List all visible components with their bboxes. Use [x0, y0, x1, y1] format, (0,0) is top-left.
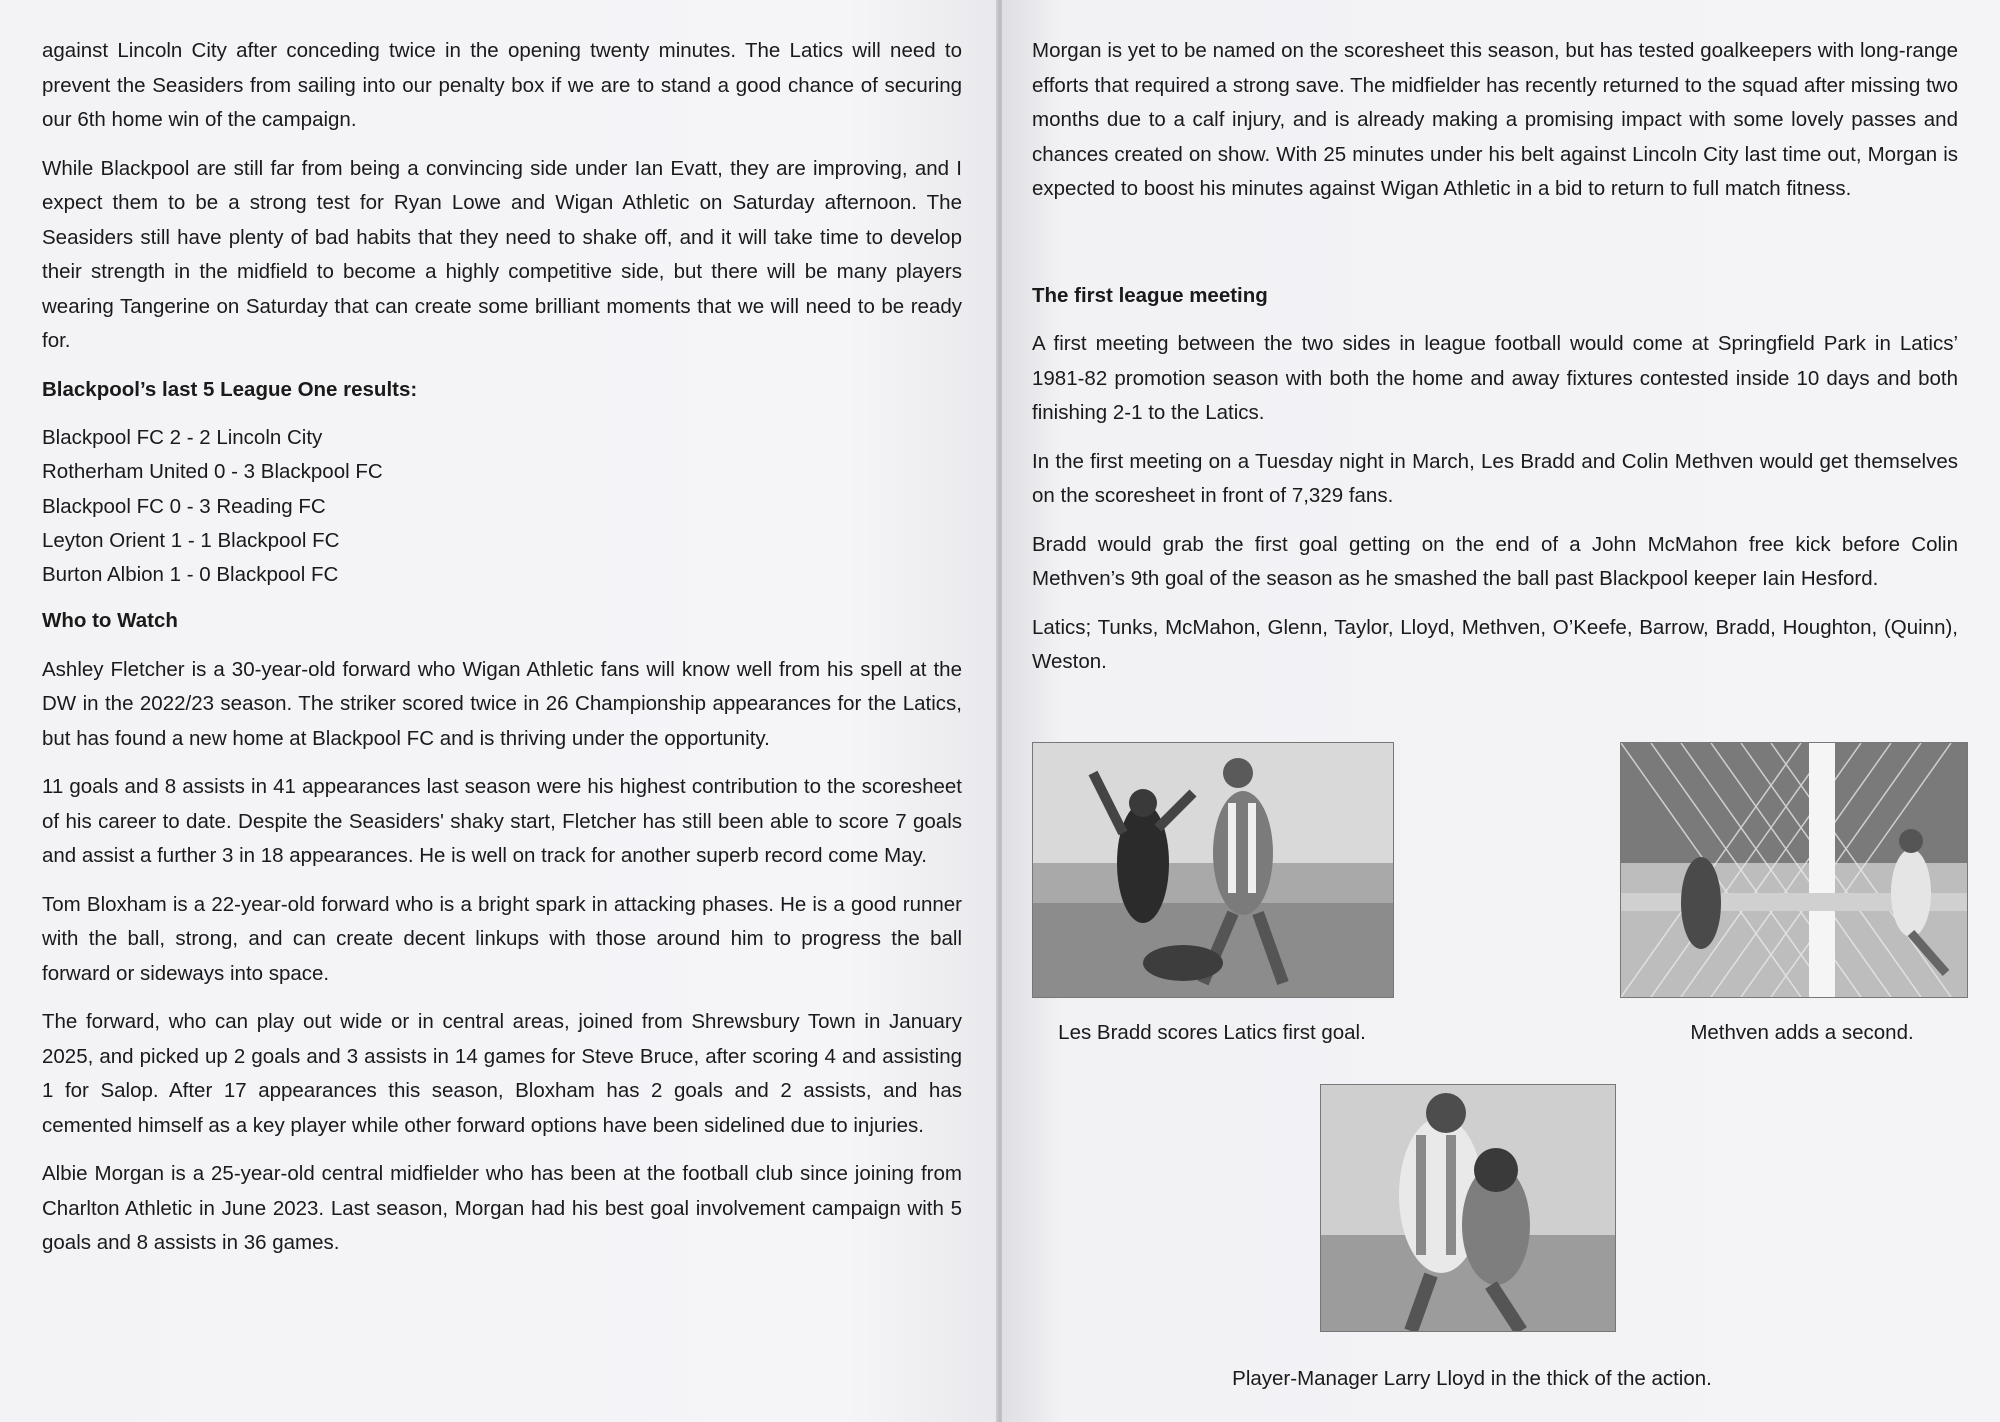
history-heading: The first league meeting — [1032, 283, 1268, 307]
results-list — [42, 421, 962, 592]
paragraph: Ashley Fletcher is a 30-year-old forward who Wigan Athletic fans will know well from his spell at the DW in the 2022/23 season. The striker scored twice in 26 Championship appearances for the Latics, but has found a new home at Blackpool FC and is thriving under the opportunity. — [42, 657, 962, 750]
paragraph: 11 goals and 8 assists in 41 appearances last season were his highest contribution to the scoresheet of his career to date. Despite the Seasiders' shaky start, Fletcher has still been able to score 7 goals and assist a further 3 in 18 appearances. He is well on track for another superb record come May. — [42, 775, 962, 868]
paragraph: Bradd would grab the first goal getting on the end of a John McMahon free kick before Colin Methven’s 9th goal of the season as he smashed the ball past Blackpool keeper Iain Hesford. — [1032, 532, 1958, 590]
paragraph: While Blackpool are still far from being a convincing side under Ian Evatt, they are improving, and I expect them to be a strong test for Ryan Lowe and Wigan Athletic on Saturday afternoon. The Seasiders still have plenty of bad habits that they need to shake off, and it will take time to develop their strength in the midfield to become a highly competitive side, but there will be many players wearing Tangerine on Saturday that can create some brilliant moments that we will need to be ready for. — [42, 156, 962, 352]
paragraph: Albie Morgan is a 25-year-old central midfielder who has been at the football club since joining from Charlton Athletic in June 2023. Last season, Morgan had his best goal involvement campaign with 5 goals and 8 assists in 36 games. — [42, 1162, 962, 1255]
left-page — [0, 0, 998, 1422]
right-page — [1002, 0, 2000, 1422]
result-item: Leyton Orient 1 - 1 Blackpool FC — [42, 528, 340, 552]
photo-larry-lloyd — [1320, 1084, 1616, 1332]
results-heading: Blackpool’s last 5 League One results: — [42, 377, 418, 401]
team-lineup: Latics; Tunks, McMahon, Glenn, Taylor, Lloyd, Methven, O’Keefe, Barrow, Bradd, Houghton, (Quinn), Weston. — [1032, 615, 1958, 673]
paragraph: Morgan is yet to be named on the scoresheet this season, but has tested goalkeepers with long-range efforts that required a strong save. The midfielder has recently returned to the squad after missing two months due to a calf injury, and is already making a promising impact with some lovely passes and chances created on show. With 25 minutes under his belt against Lincoln City last time out, Morgan is expected to boost his minutes against Wigan Athletic in a bid to return to full match fitness. — [1032, 39, 1958, 200]
paragraph: The forward, who can play out wide or in central areas, joined from Shrewsbury Town in January 2025, and picked up 2 goals and 3 assists in 14 games for Steve Bruce, after scoring 4 and assisting 1 for Salop. After 17 appearances this season, Bloxham has 2 goals and 2 assists, and has cemented himself as a key player while other forward options have been sidelined due to injuries. — [42, 1010, 962, 1137]
paragraph: Tom Bloxham is a 22-year-old forward who is a bright spark in attacking phases. He is a good runner with the ball, strong, and can create decent linkups with those around him to progress the ball forward or sideways into space. — [42, 892, 962, 985]
paragraph: In the first meeting on a Tuesday night in March, Les Bradd and Colin Methven would get themselves on the scoresheet in front of 7,329 fans. — [1032, 449, 1958, 507]
photo2-caption: Methven adds a second. — [1690, 1021, 1914, 1044]
paragraph: against Lincoln City after conceding twice in the opening twenty minutes. The Latics will need to prevent the Seasiders from sailing into our penalty box if we are to stand a good chance of securing our 6th home win of the campaign. — [42, 39, 962, 131]
paragraph: A first meeting between the two sides in league football would come at Springfield Park in Latics’ 1981-82 promotion season with both the home and away fixtures contested inside 10 days and both finishing 2-1 to the Latics. — [1032, 332, 1958, 424]
result-item: Rotherham United 0 - 3 Blackpool FC — [42, 460, 383, 484]
result-item: Burton Albion 1 - 0 Blackpool FC — [42, 563, 339, 587]
photo1-caption: Les Bradd scores Latics first goal. — [1058, 1021, 1366, 1044]
who-to-watch-heading: Who to Watch — [42, 609, 178, 633]
result-item: Blackpool FC 0 - 3 Reading FC — [42, 494, 326, 518]
result-item: Blackpool FC 2 - 2 Lincoln City — [42, 426, 323, 449]
photo-methven-goal — [1620, 742, 1968, 998]
photo3-caption: Player-Manager Larry Lloyd in the thick of the action. — [1232, 1367, 1712, 1390]
photo-les-bradd-goal — [1032, 742, 1394, 998]
